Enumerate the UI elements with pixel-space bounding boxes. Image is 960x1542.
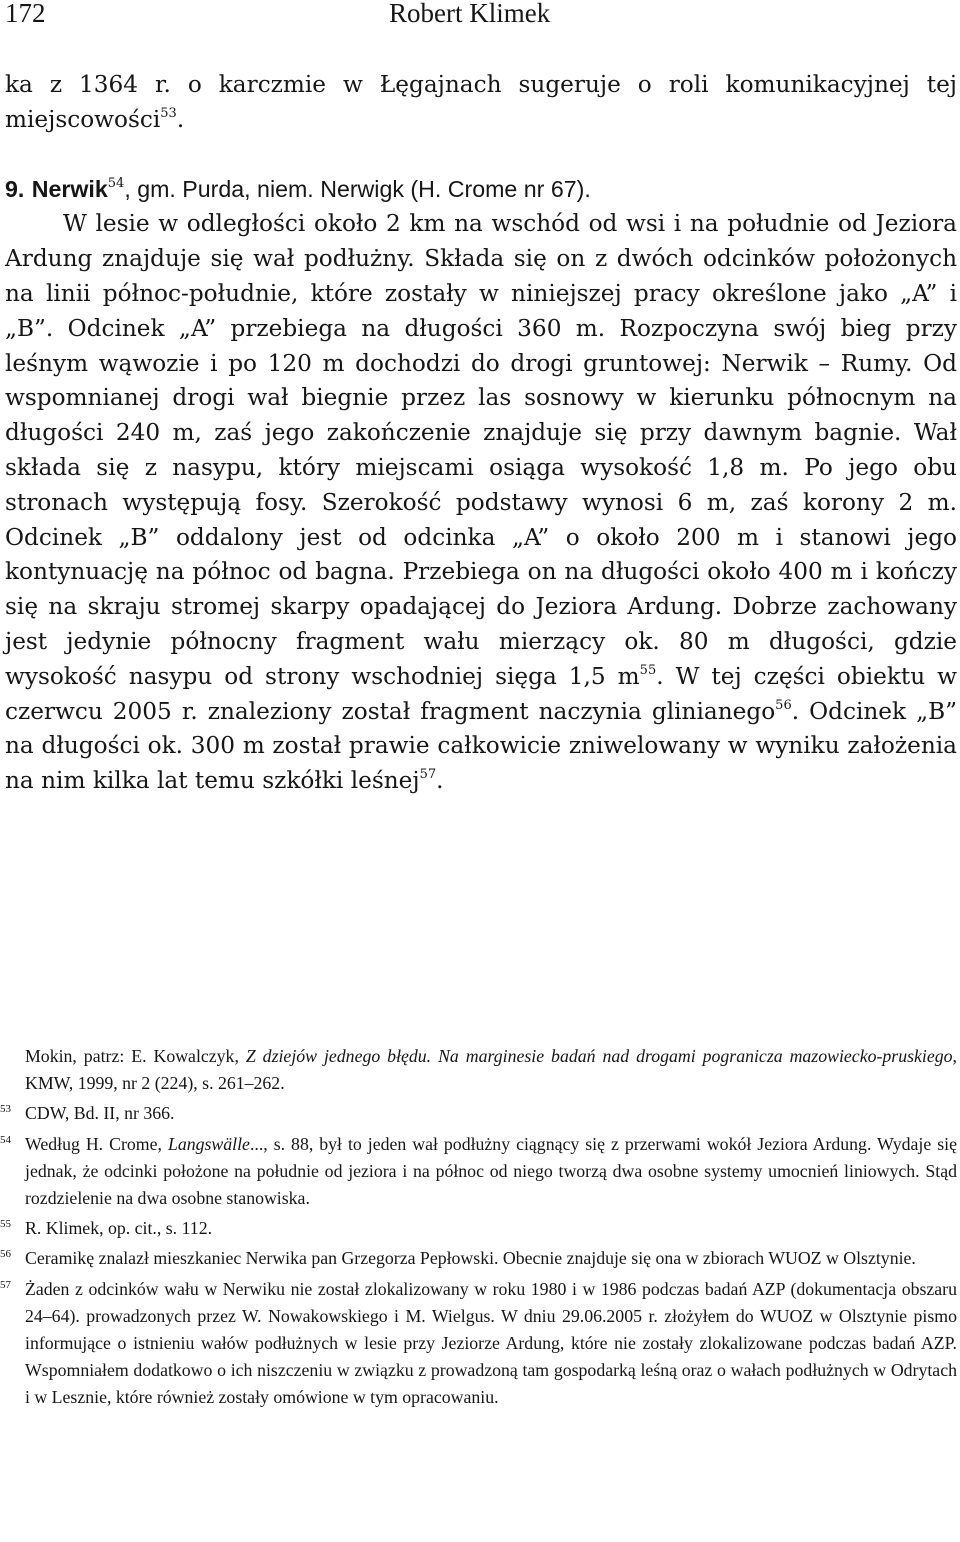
paragraph-text-end: . xyxy=(176,105,185,133)
footnote-number: 55 xyxy=(0,1218,11,1231)
footnote-ref: 56 xyxy=(775,697,792,713)
footnote-text: Ceramikę znalazł mieszkaniec Nerwika pan Grzegorza Pepłowski. Obecnie znajduje się ona w zbiorach WUOZ w Olsztynie. xyxy=(25,1248,916,1269)
footnote-text: , KMW, 1999, nr 2 (224), s. 261–262. xyxy=(25,1046,957,1094)
footnote-number: 53 xyxy=(0,1103,11,1116)
footnote xyxy=(0,1131,957,1213)
footnote-ref: 57 xyxy=(419,767,437,783)
footnote-ref: 53 xyxy=(160,106,177,122)
footnote-text: ..., s. 88, był to jeden wał podłużny ciągnący się z przerwami wokół Jeziora Ardung. Wydaje się jednak, że odcinki położone na południe od jeziora i na północ od niego tworzą dwa osobne systemy umocnień liniowych. Stąd rozdzielenie na dwa osobne stanowiska. xyxy=(25,1133,957,1209)
entry-site-name: Nerwik xyxy=(31,175,108,202)
entry-details: , gm. Purda, niem. Nerwigk (H. Crome nr 67). xyxy=(124,175,591,202)
footnote-continued xyxy=(5,1043,957,1097)
footnote-ref: 55 xyxy=(639,663,657,679)
site-entry-heading xyxy=(5,172,957,208)
entry-number: 9. xyxy=(5,175,25,202)
footnote-text: Żaden z odcinków wału w Nerwiku nie został zlokalizowany w roku 1980 i w 1986 podczas badań AZP (dokumentacja obszaru 24–64). prowadzonych przez W. Nowakowskiego i M. Wielgus. W dniu 29.06.2005 r. złożyłem do WUOZ w Olsztynie pismo informujące o istnieniu wałów podłużnych w lesie przy Jeziorze Ardung, które nie zostały zlokalizowane podczas badań AZP. Wspomniałem dodatkowo o ich niszczeniu w związku z prowadzoną tam gospodarką leśną oraz o wałach podłużnych w Odrytach i w Lesznie, które również zostały omówione w tym opracowaniu. xyxy=(25,1278,957,1408)
footnote-number: 56 xyxy=(0,1248,11,1261)
footnote-text: CDW, Bd. II, nr 366. xyxy=(25,1103,175,1124)
footnote-number: 54 xyxy=(0,1133,11,1146)
footnote-title: Langswälle xyxy=(167,1133,250,1154)
footnote-text: R. Klimek, op. cit., s. 112. xyxy=(25,1218,213,1239)
footnote-title: Z dziejów jednego błędu. Na marginesie badań nad drogami pogranicza mazowiecko-pruskiego xyxy=(245,1046,953,1066)
paragraph-text: W lesie w odległości około 2 km na wschód od wsi i na południe od Jeziora Ardung znajduje się wał podłużny. Składa się on z dwóch odcinków położonych na linii północ-południe, które zostały w niniejszej pracy określone jako „A” i „B”. Odcinek „A” przebiega na długości 360 m. Rozpoczyna swój bieg przy leśnym wąwozie i po 120 m dochodzi do drogi gruntowej: Nerwik – Rumy. Od wspomnianej drogi wał biegnie przez las sosnowy w kierunku północnym na długości 240 m, zaś jego zakończenie znajduje się przy dawnym bagnie. Wał składa się z nasypu, który miejscami osiąga wysokość 1,8 m. Po jego obu stronach występują fosy. Szerokość podstawy wynosi 6 m, zaś korony 2 m. Odcinek „B” oddalony jest od odcinka „A” o około 200 m i stanowi jego kontynuację na północ od bagna. Przebiega on na długości około 400 m i kończy się na skraju stromej skarpy opadającej do Jeziora Ardung. Dobrze zachowany jest jedynie północny fragment wału mierzący ok. 80 m długości, gdzie wysokość nasypu od strony wschodniej sięga 1,5 m xyxy=(5,210,957,690)
footnotes xyxy=(0,1043,957,1415)
paragraph-continued xyxy=(5,68,957,138)
footnote xyxy=(0,1100,957,1127)
paragraph-text: . W tej części obiektu w czerwcu 2005 r. znaleziony został fragment naczynia glinianego xyxy=(5,662,957,725)
footnote-ref: 54 xyxy=(107,175,125,191)
footnote xyxy=(0,1276,957,1412)
paragraph-text: . Odcinek „B” na długości ok. 300 m został prawie całkowicie zniwelowany w wyniku założenia na nim kilka lat temu szkółki leśnej xyxy=(5,697,958,795)
running-head xyxy=(5,0,957,36)
footnote-text: Według H. Crome, xyxy=(25,1133,168,1154)
paragraph-text-end: . xyxy=(436,767,444,795)
footnote xyxy=(0,1245,957,1272)
paragraph xyxy=(5,207,957,799)
footnote xyxy=(0,1215,957,1242)
main-text xyxy=(5,68,957,799)
paragraph-text: ka z 1364 r. o karczmie w Łęgajnach sugeruje o roli komunikacyjnej tej miejscowości xyxy=(5,71,957,133)
running-head-author: Robert Klimek xyxy=(389,0,551,28)
page-number: 172 xyxy=(5,0,46,28)
footnote-number: 57 xyxy=(0,1278,11,1291)
footnote-text: Mokin, patrz: E. Kowalczyk, xyxy=(25,1046,246,1066)
